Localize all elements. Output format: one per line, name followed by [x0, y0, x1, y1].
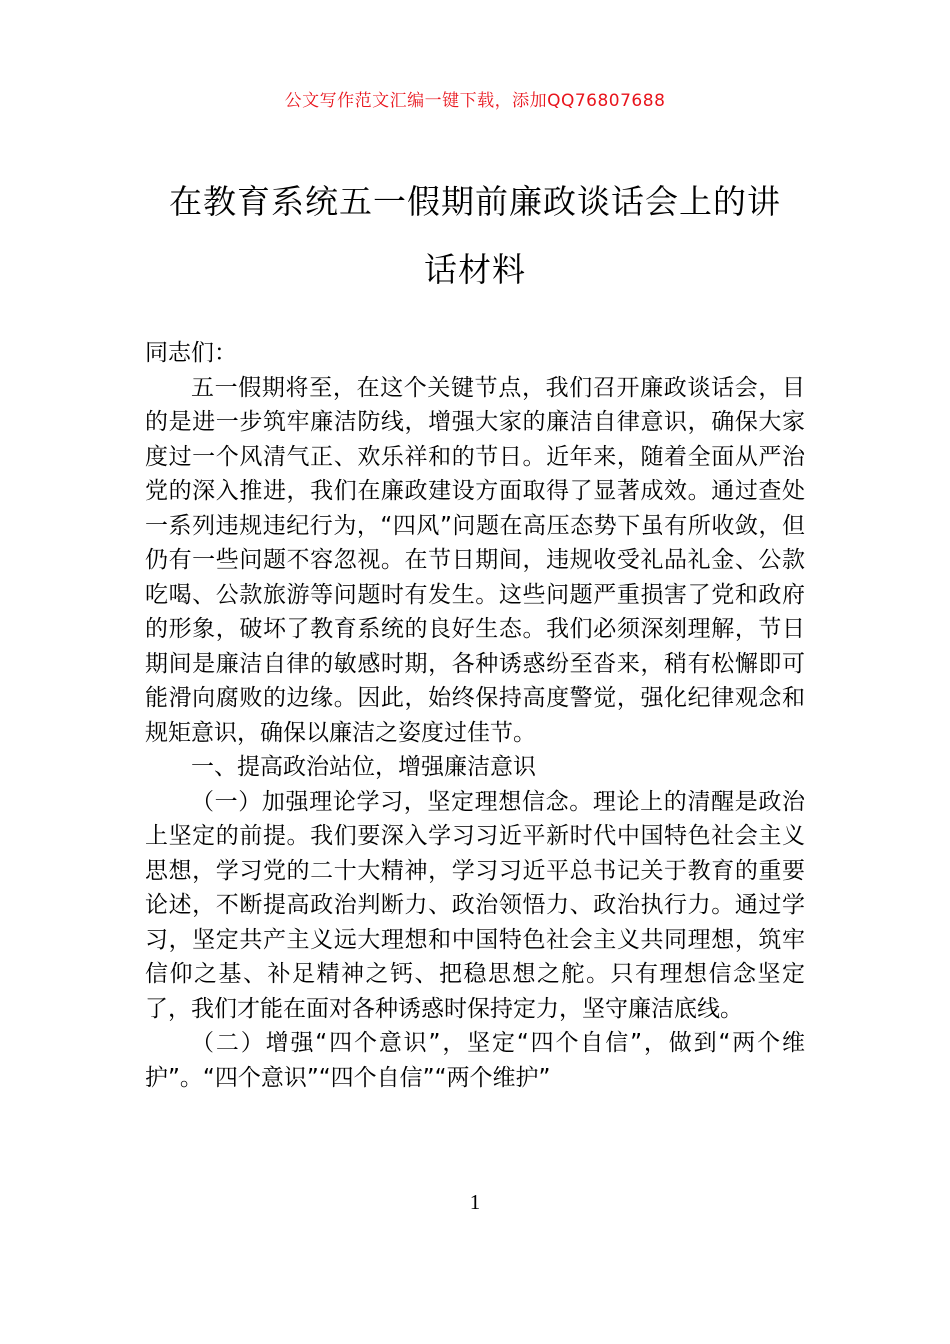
document-title — [145, 168, 805, 304]
paragraph-subsection-1: （一）加强理论学习，坚定理想信念。理论上的清醒是政治上坚定的前提。我们要深入学习习近平新时代中国特色社会主义思想，学习党的二十大精神，学习习近平总书记关于教育的重要论述，不断提高政治判断力、政治领悟力、政治执行力。通过学习，坚定共产主义远大理想和中国特色社会主义共同理想，筑牢信仰之基、补足精神之钙、把稳思想之舵。只有理想信念坚定了，我们才能在面对各种诱惑时保持定力，坚守廉洁底线。 — [145, 788, 805, 1022]
section-heading-1: 一、提高政治站位，增强廉洁意识 — [191, 754, 536, 780]
paragraph-subsection-2: （二）增强“四个意识”，坚定“四个自信”，做到“两个维护”。“四个意识”“四个自信”“两个维护” — [145, 1030, 805, 1091]
title-line-1: 在教育系统五一假期前廉政谈话会上的讲 — [169, 182, 781, 221]
watermark-text: 公文写作范文汇编一键下载，添加QQ76807688 — [284, 91, 666, 111]
document-body — [145, 336, 805, 1095]
title-line-2: 话材料 — [424, 250, 526, 289]
page-number: 1 — [469, 1190, 481, 1214]
paragraph-intro: 五一假期将至，在这个关键节点，我们召开廉政谈话会，目的是进一步筑牢廉洁防线，增强大家的廉洁自律意识，确保大家度过一个风清气正、欢乐祥和的节日。近年来，随着全面从严治党的深入推进，我们在廉政建设方面取得了显著成效。通过查处一系列违规违纪行为，“四风”问题在高压态势下虽有所收敛，但仍有一些问题不容忽视。在节日期间，违规收受礼品礼金、公款吃喝、公款旅游等问题时有发生。这些问题严重损害了党和政府的形象，破坏了教育系统的良好生态。我们必须深刻理解，节日期间是廉洁自律的敏感时期，各种诱惑纷至沓来，稍有松懈即可能滑向腐败的边缘。因此，始终保持高度警觉，强化纪律观念和规矩意识，确保以廉洁之姿度过佳节。 — [145, 374, 805, 746]
salutation: 同志们： — [145, 340, 237, 366]
